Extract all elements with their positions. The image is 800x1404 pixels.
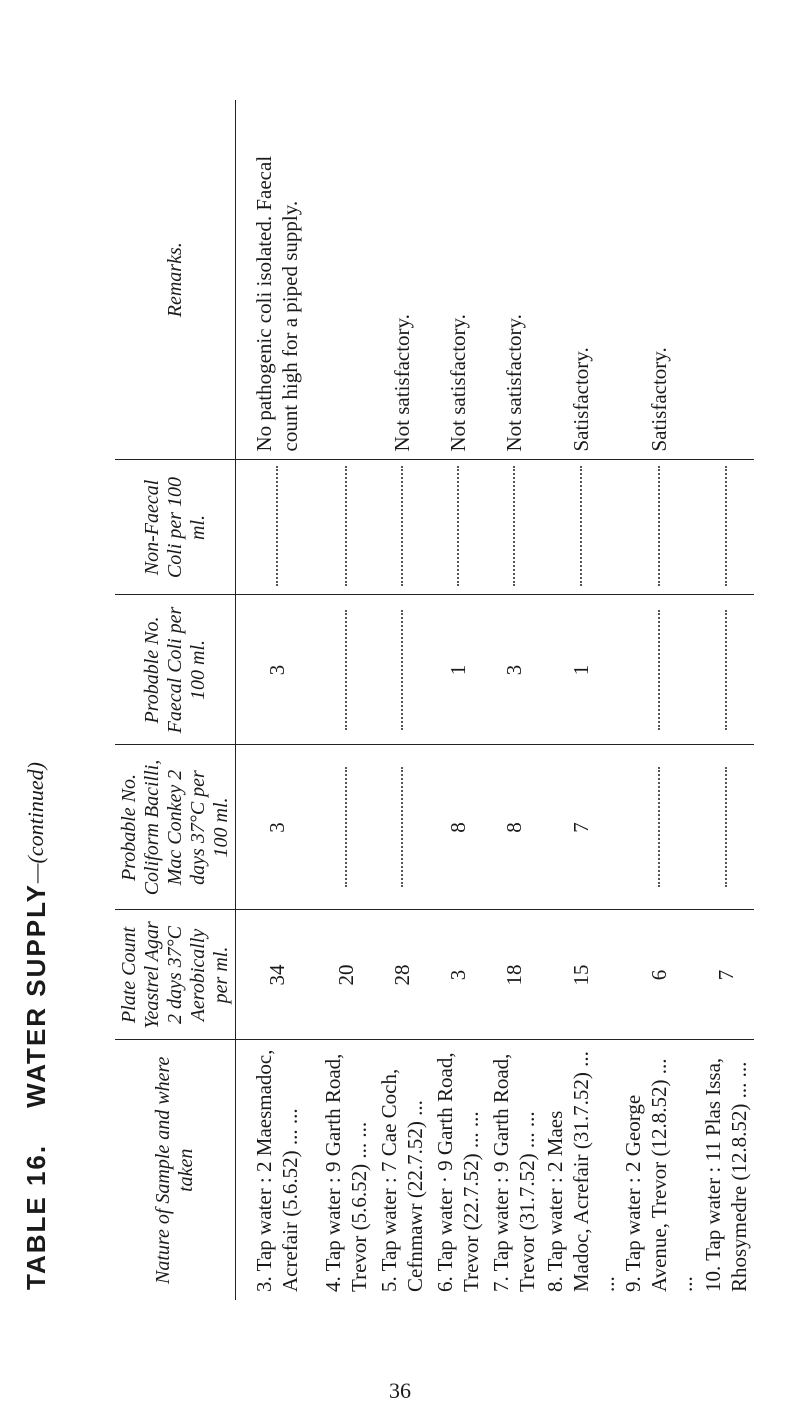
cell-remarks: Not satisfactory. bbox=[446, 314, 470, 452]
cell-non-faecal bbox=[374, 460, 430, 595]
cell-plate-count: 18 bbox=[486, 910, 542, 1040]
cell-coliform: 3 bbox=[236, 745, 319, 910]
cell-remarks: No pathogenic coli isolated. Faecal count high for a piped supply. bbox=[252, 155, 302, 452]
cell-nature: 8. Tap water : 2 Maes Madoc, Acrefair (31.7.52) ... ... bbox=[542, 1040, 620, 1300]
dotted-leader bbox=[276, 467, 278, 587]
cell-plate-count: 15 bbox=[542, 910, 620, 1040]
cell-non-faecal bbox=[486, 460, 542, 595]
table-row bbox=[318, 100, 374, 1300]
cell-nature: 6. Tap water · 9 Garth Road, Trevor (22.7.52) ... ... bbox=[430, 1040, 486, 1300]
cell-coliform: 7 bbox=[542, 745, 620, 910]
cell-coliform: 8 bbox=[430, 745, 486, 910]
cell-plate-count: 6 bbox=[620, 910, 698, 1040]
cell-plate-count: 20 bbox=[318, 910, 374, 1040]
dotted-leader bbox=[658, 610, 660, 730]
cell-faecal: 3 bbox=[236, 595, 319, 745]
cell-non-faecal bbox=[698, 460, 754, 595]
cell-coliform bbox=[620, 745, 698, 910]
col-remarks-header: Remarks. bbox=[115, 100, 236, 460]
table-heading bbox=[0, 100, 72, 1300]
table-row bbox=[698, 100, 754, 1300]
water-supply-table bbox=[115, 100, 754, 1300]
table-row bbox=[486, 100, 542, 1300]
dotted-leader bbox=[401, 768, 403, 888]
cell-faecal bbox=[620, 595, 698, 745]
cell-non-faecal bbox=[542, 460, 620, 595]
cell-plate-count: 7 bbox=[698, 910, 754, 1040]
cell-plate-count: 34 bbox=[236, 910, 319, 1040]
cell-non-faecal bbox=[236, 460, 319, 595]
table-label: TABLE 16. bbox=[20, 1143, 51, 1290]
cell-faecal bbox=[318, 595, 374, 745]
cell-nature: 7. Tap water : 9 Garth Road, Trevor (31.7.52) ... ... bbox=[486, 1040, 542, 1300]
col-coliform-header: Probable No. Coliform Bacilli, Mac Conkey 2 days 37°C per 100 ml. bbox=[115, 745, 236, 910]
cell-faecal: 3 bbox=[486, 595, 542, 745]
cell-non-faecal bbox=[430, 460, 486, 595]
cell-remarks: Not satisfactory. bbox=[502, 314, 526, 452]
dotted-leader bbox=[580, 467, 582, 587]
cell-nature: 10. Tap water : 11 Plas Issa, Rhosymedre (12.8.52) ... ... bbox=[698, 1040, 754, 1300]
dotted-leader bbox=[725, 610, 727, 730]
dotted-leader bbox=[658, 467, 660, 587]
dotted-leader bbox=[345, 467, 347, 587]
cell-faecal: 1 bbox=[430, 595, 486, 745]
cell-plate-count: 3 bbox=[430, 910, 486, 1040]
cell-faecal: 1 bbox=[542, 595, 620, 745]
page-number: 36 bbox=[389, 1378, 411, 1403]
col-non-faecal-header: Non-Faecal Coli per 100 ml. bbox=[115, 460, 236, 595]
cell-coliform bbox=[698, 745, 754, 910]
dotted-leader bbox=[401, 467, 403, 587]
rotated-page bbox=[0, 100, 760, 1300]
cell-remarks bbox=[318, 100, 374, 460]
cell-plate-count: 28 bbox=[374, 910, 430, 1040]
continued-label: —(continued) bbox=[23, 762, 48, 884]
cell-nature: 5. Tap water : 7 Cae Coch, Cefnmawr (22.7.52) ... bbox=[374, 1040, 430, 1300]
dotted-leader bbox=[513, 467, 515, 587]
cell-coliform bbox=[318, 745, 374, 910]
dotted-leader bbox=[658, 768, 660, 888]
table-title: WATER SUPPLY bbox=[20, 883, 51, 1108]
cell-remarks: Satisfactory. bbox=[647, 347, 671, 452]
dotted-leader bbox=[725, 768, 727, 888]
cell-non-faecal bbox=[620, 460, 698, 595]
dotted-leader bbox=[345, 610, 347, 730]
table-row bbox=[620, 100, 698, 1300]
cell-coliform bbox=[374, 745, 430, 910]
dotted-leader bbox=[457, 467, 459, 587]
col-nature-header: Nature of Sample and where taken bbox=[115, 1040, 236, 1300]
cell-faecal bbox=[374, 595, 430, 745]
cell-coliform: 8 bbox=[486, 745, 542, 910]
cell-non-faecal bbox=[318, 460, 374, 595]
table-row bbox=[542, 100, 620, 1300]
dotted-leader bbox=[345, 768, 347, 888]
table-row bbox=[236, 100, 319, 1300]
cell-nature: 4. Tap water : 9 Garth Road, Trevor (5.6.52) ... ... bbox=[318, 1040, 374, 1300]
cell-remarks: Not satisfactory. bbox=[390, 314, 414, 452]
dotted-leader bbox=[401, 610, 403, 730]
dotted-leader bbox=[725, 467, 727, 587]
col-plate-count-header: Plate Count Yeastrel Agar 2 days 37°C Aerobically per ml. bbox=[115, 910, 236, 1040]
table-row bbox=[374, 100, 430, 1300]
table-row bbox=[430, 100, 486, 1300]
cell-nature: 3. Tap water : 2 Maesmadoc, Acrefair (5.6.52) ... ... bbox=[236, 1040, 319, 1300]
cell-remarks bbox=[698, 100, 754, 460]
col-faecal-header: Probable No. Faecal Coli per 100 ml. bbox=[115, 595, 236, 745]
header-row bbox=[115, 100, 236, 1300]
cell-faecal bbox=[698, 595, 754, 745]
cell-nature: 9. Tap water : 2 George Avenue, Trevor (12.8.52) ... ... bbox=[620, 1040, 698, 1300]
cell-remarks: Satisfactory. bbox=[569, 347, 593, 452]
